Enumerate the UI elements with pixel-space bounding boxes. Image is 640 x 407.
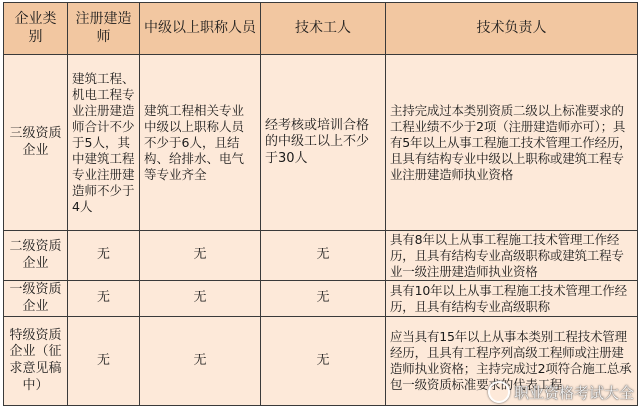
- row-workers: 无: [261, 281, 386, 317]
- header-technical-lead: 技术负责人: [386, 3, 638, 55]
- row-tech-lead: 应当具有15年以上从事本类别工程技术管理经历，且具有工程序列高级工程师或注册建造师执业资格；主持完成过2项符合施工总承包一级资质标准要求的代表工程: [386, 317, 638, 406]
- row-workers: 无: [261, 317, 386, 406]
- row-builders: 建筑工程、机电工程专业注册建造师合计不少于5人，其中建筑工程专业注册建造师不少于4人: [68, 55, 140, 231]
- header-skilled-workers: 技术工人: [261, 3, 386, 55]
- row-titled-staff: 建筑工程相关专业中级以上职称人员不少于6人，且结构、给排水、电气等专业齐全: [140, 55, 261, 231]
- row-builders: 无: [68, 281, 140, 317]
- table-row: [4, 55, 638, 231]
- row-titled-staff: 无: [140, 231, 261, 281]
- row-category: 三级资质企业: [4, 55, 68, 231]
- header-row: [4, 3, 638, 55]
- row-category: 一级资质企业: [4, 281, 68, 317]
- row-category: 二级资质企业: [4, 231, 68, 281]
- watermark-logo-icon: [488, 381, 510, 403]
- row-builders: 无: [68, 317, 140, 406]
- table-row: [4, 231, 638, 281]
- table-row: [4, 281, 638, 317]
- row-titled-staff: 无: [140, 281, 261, 317]
- row-titled-staff: 无: [140, 317, 261, 406]
- row-tech-lead: 主持完成过本类别资质二级以上标准要求的工程业绩不少于2项（注册建造师亦可）；具有5年以上从事工程施工技术管理工作经历，且具有结构专业中级以上职称或建筑工程专业注册建造师执业资格: [386, 55, 638, 231]
- row-builders: 无: [68, 231, 140, 281]
- header-registered-builder: 注册建造师: [68, 3, 140, 55]
- qualification-table: [3, 2, 638, 406]
- header-titled-staff: 中级以上职称人员: [140, 3, 261, 55]
- row-category: 特级资质企业（征求意见稿中）: [4, 317, 68, 406]
- row-workers: 经考核或培训合格的中级工以上不少于30人: [261, 55, 386, 231]
- row-tech-lead: 具有10年以上从事工程施工技术管理工作经历，且具有结构专业高级职称: [386, 281, 638, 317]
- row-workers: 无: [261, 231, 386, 281]
- watermark: [488, 381, 634, 403]
- watermark-text: 职业资格考试大全: [513, 383, 634, 402]
- row-tech-lead: 具有8年以上从事工程施工技术管理工作经历，且具有结构专业高级职称或建筑工程专业一级注册建造师执业资格: [386, 231, 638, 281]
- header-category: 企业类别: [4, 3, 68, 55]
